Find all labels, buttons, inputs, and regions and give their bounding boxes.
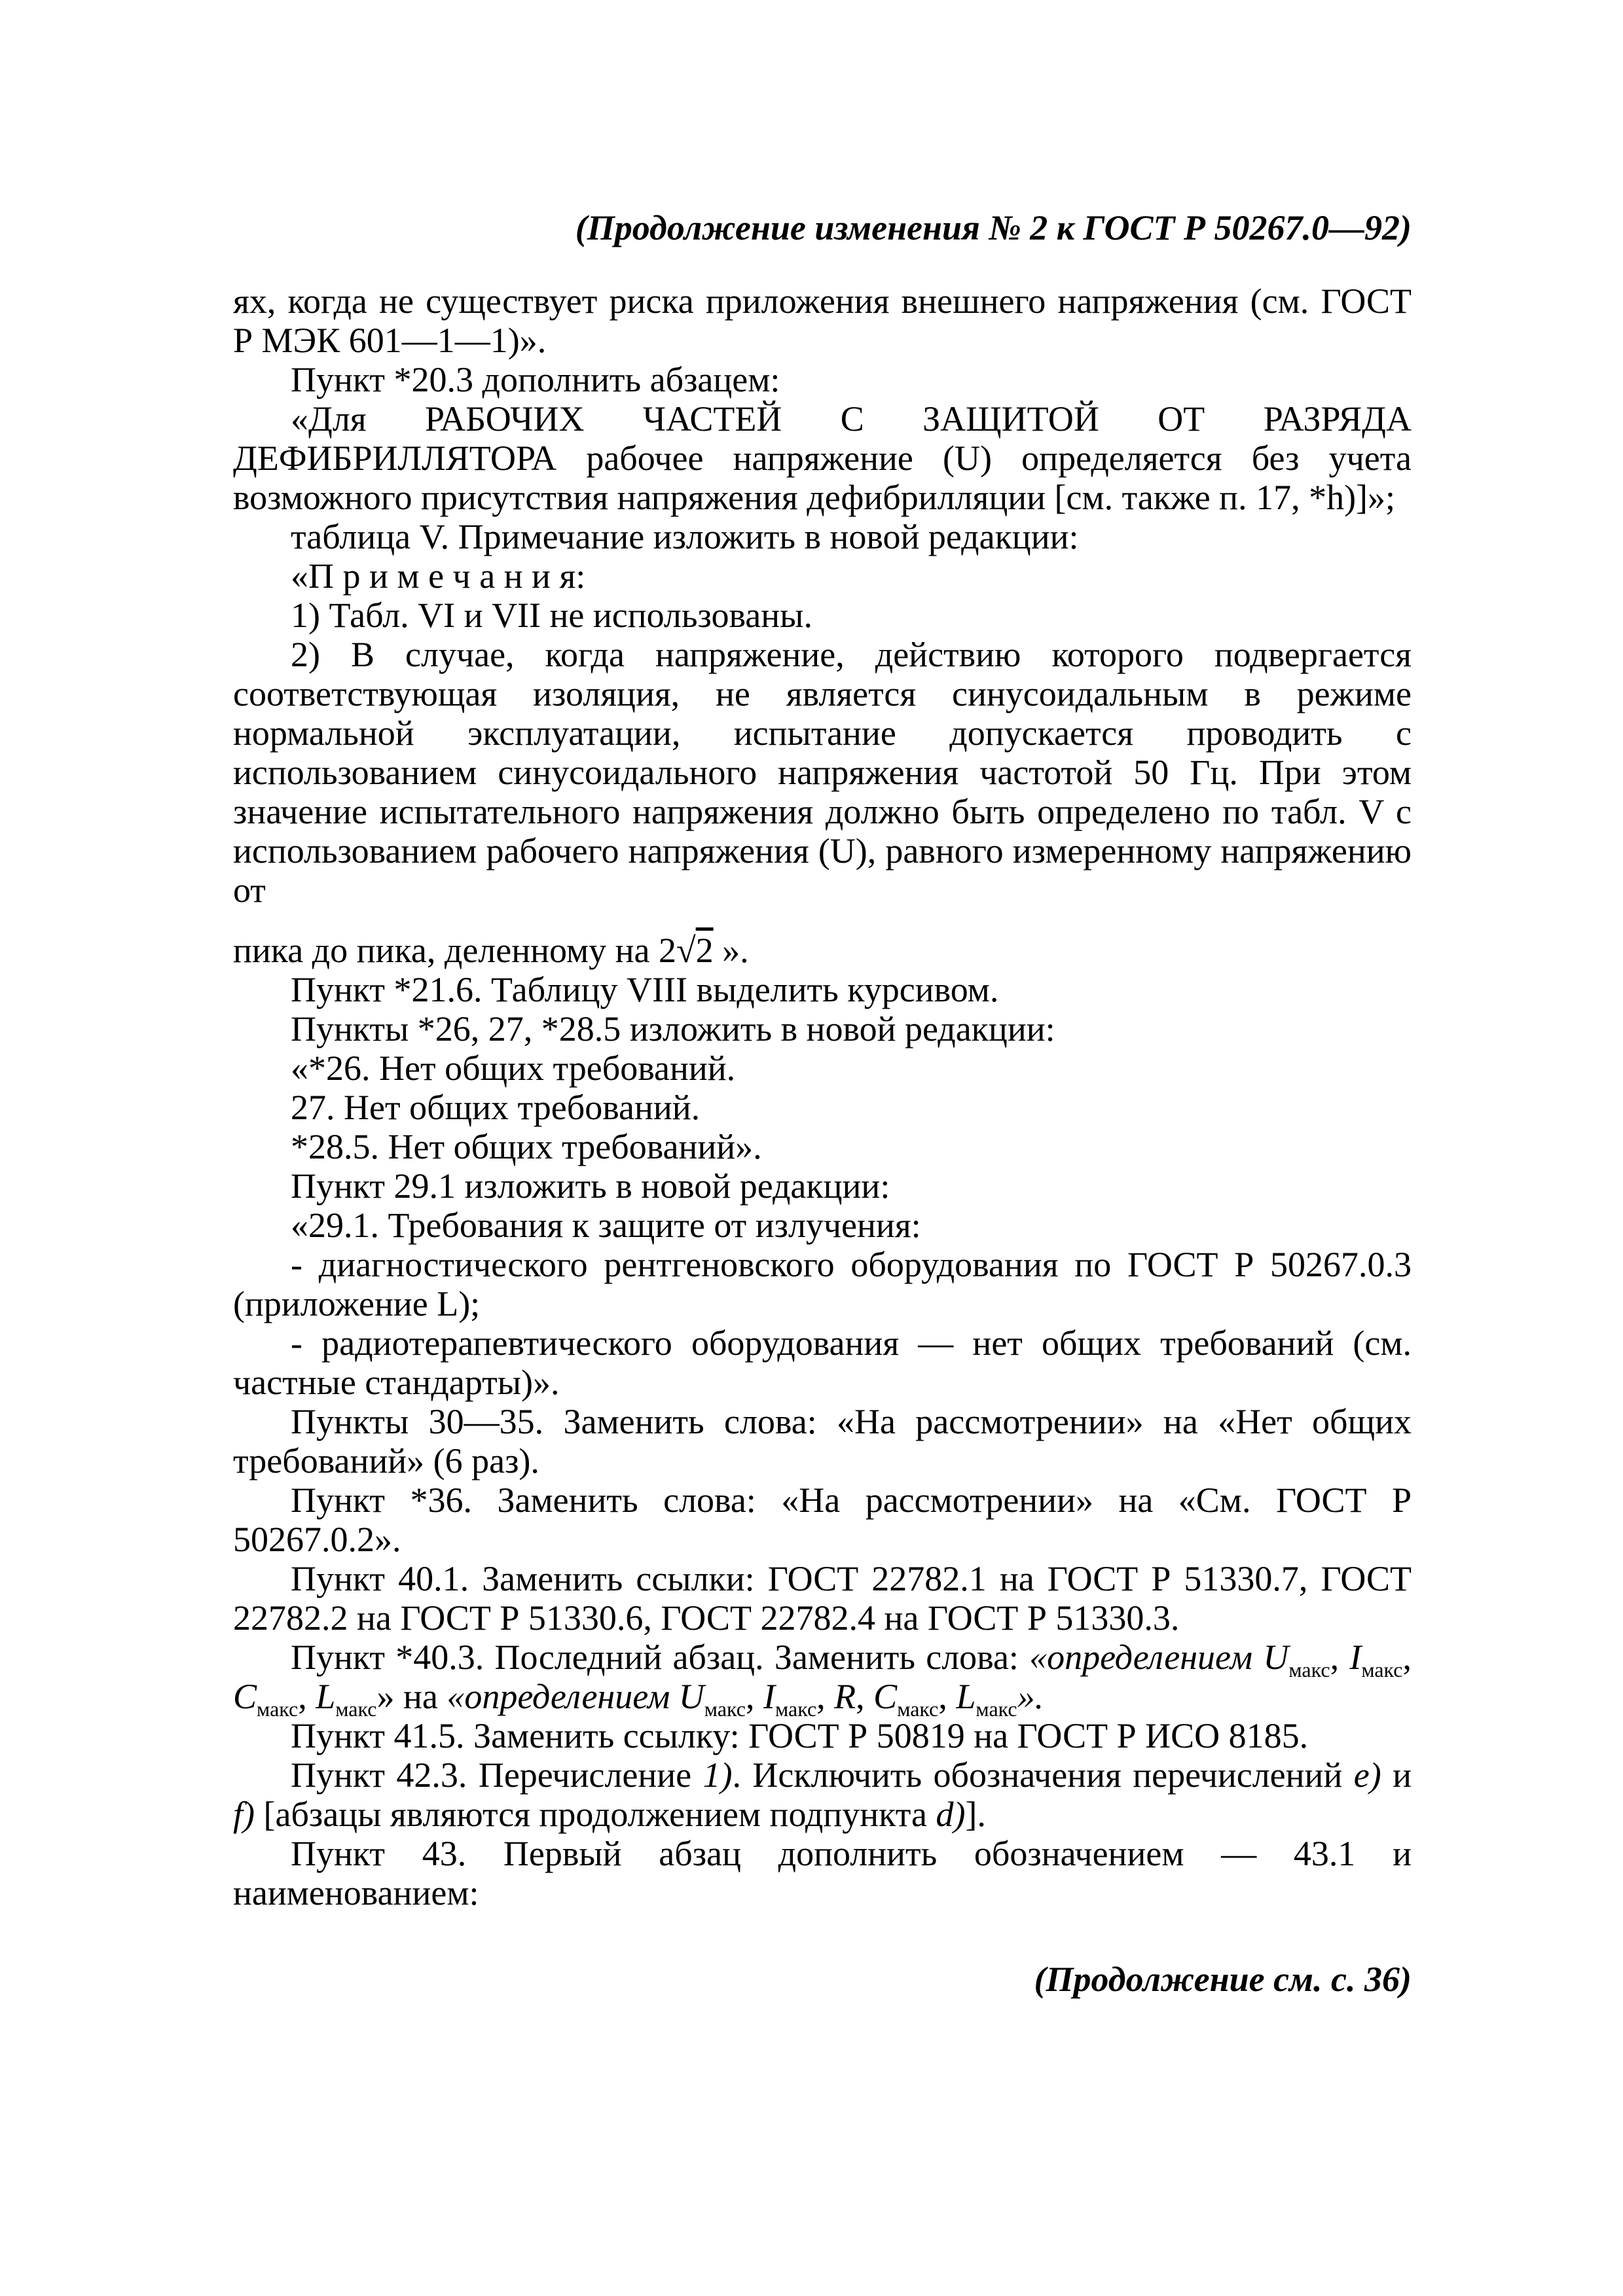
paragraph: таблица V. Примечание изложить в новой редакции:: [291, 517, 1079, 556]
paragraph: Пункт 40.1. Заменить ссылки: ГОСТ 22782.1 на ГОСТ Р 51330.7, ГОСТ 22782.2 на ГОСТ Р 51330.6, ГОСТ 22782.4 на ГОСТ Р 51330.3.: [233, 1559, 1412, 1638]
text-run: ,: [856, 1677, 874, 1716]
paragraph-enumeration: [233, 1755, 1412, 1834]
subscript: макс: [1361, 1657, 1403, 1681]
text-run: ,: [745, 1677, 763, 1716]
formula-end: ».: [722, 931, 749, 970]
sqrt-formula: 2√2: [659, 931, 714, 970]
paragraph: «29.1. Требования к защите от излучения:: [291, 1206, 921, 1245]
symbol-l: L: [956, 1677, 976, 1716]
text-run: 1): [702, 1755, 733, 1795]
symbol-i: I: [763, 1677, 775, 1716]
formula-radicand: 2: [695, 931, 714, 970]
text-run: Пункт *40.3. Последний абзац. Заменить слова:: [291, 1638, 1030, 1677]
list-item: - диагностического рентгеновского оборудования по ГОСТ Р 50267.0.3 (приложение L);: [233, 1245, 1412, 1323]
formula-coefficient: 2: [659, 931, 677, 970]
note-item: 2) В случае, когда напряжение, действию которого подвергается соответствующая изоляция, не является синусоидальным в режиме нормальной эксплуатации, испытание допускается проводить с использованием синусоидального напряжения частотой 50 Гц. При этом значение испытательного напряжения должно быть определено по табл. V с использованием рабочего напряжения (U), равного измеренному напряжению от: [233, 635, 1412, 910]
page-header: (Продолжение изменения № 2 к ГОСТ Р 50267.0—92): [575, 208, 1412, 247]
text-run: ,: [1330, 1638, 1350, 1677]
text-run: f): [233, 1795, 255, 1834]
paragraph: ях, когда не существует риска приложения внешнего напряжения (см. ГОСТ Р МЭК 601—1—1)».: [233, 281, 1412, 360]
page-footer: (Продолжение см. с. 36): [1034, 1960, 1412, 1999]
symbol-c: C: [873, 1677, 898, 1716]
text-run: » на: [376, 1677, 447, 1716]
paragraph: Пункт 29.1 изложить в новой редакции:: [291, 1166, 890, 1206]
subscript: макс: [1288, 1657, 1330, 1681]
text-run: ,: [1402, 1638, 1412, 1677]
text-run: и: [1381, 1755, 1412, 1795]
text-run: . Исключить обозначения перечислений: [732, 1755, 1354, 1795]
text-run: ,: [816, 1677, 835, 1716]
subscript: макс: [335, 1696, 377, 1721]
symbol-u: U: [1263, 1638, 1289, 1677]
note-item: 1) Табл. VI и VII не использованы.: [291, 596, 812, 635]
document-page: [233, 208, 1412, 1999]
paragraph-formula: [233, 931, 1412, 970]
paragraph: «Для РАБОЧИХ ЧАСТЕЙ С ЗАЩИТОЙ ОТ РАЗРЯДА ДЕФИБРИЛЛЯТОРА рабочее напряжение (U) определяется без учета возможного присутствия напряжения дефибрилляции [см. также п. 17, *h)]»;: [233, 399, 1412, 517]
paragraph: Пункты *26, 27, *28.5 изложить в новой редакции:: [291, 1009, 1055, 1049]
paragraph: *28.5. Нет общих требований».: [291, 1127, 762, 1166]
text-run: e): [1353, 1755, 1381, 1795]
text-run: ].: [965, 1795, 986, 1834]
text-run: ,: [938, 1677, 957, 1716]
text-run: d): [936, 1795, 966, 1834]
paragraph: 27. Нет общих требований.: [291, 1088, 701, 1127]
subscript: макс: [257, 1696, 299, 1721]
text-run: «: [447, 1677, 465, 1716]
paragraph: Пункты 30—35. Заменить слова: «На рассмотрении» на «Нет общих требований» (6 раз).: [233, 1402, 1412, 1480]
paragraph: Пункт *21.6. Таблицу VIII выделить курсивом.: [291, 970, 999, 1009]
text-run: определением: [464, 1677, 670, 1716]
symbol-l: L: [316, 1677, 336, 1716]
text-run: [абзацы являются продолжением подпункта: [255, 1795, 936, 1834]
list-item: - радиотерапевтического оборудования — нет общих требований (см. частные стандарты)».: [233, 1323, 1412, 1402]
formula-text: пика до пика, деленному на: [233, 931, 650, 970]
symbol-u: U: [678, 1677, 704, 1716]
paragraph: Пункт *36. Заменить слова: «На рассмотрении» на «См. ГОСТ Р 50267.0.2».: [233, 1480, 1412, 1559]
symbol-c: C: [233, 1677, 257, 1716]
text-run: ».: [1017, 1677, 1044, 1716]
text-run: определением: [1047, 1638, 1253, 1677]
paragraph-symbols: [233, 1638, 1412, 1721]
subscript: макс: [897, 1696, 939, 1721]
subscript: макс: [704, 1696, 746, 1721]
paragraph: «*26. Нет общих требований.: [291, 1049, 736, 1088]
symbol-i: I: [1349, 1638, 1362, 1677]
text-run: Пункт 42.3. Перечисление: [291, 1755, 703, 1795]
notes-heading: «П р и м е ч а н и я:: [291, 556, 586, 596]
subscript: макс: [775, 1696, 817, 1721]
paragraph: Пункт *20.3 дополнить абзацем:: [291, 360, 780, 399]
subscript: макс: [976, 1696, 1017, 1721]
paragraph: Пункт 43. Первый абзац дополнить обозначением — 43.1 и наименованием:: [233, 1834, 1412, 1912]
text-run: ,: [298, 1677, 316, 1716]
text-run: «: [1029, 1638, 1048, 1677]
paragraph: Пункт 41.5. Заменить ссылку: ГОСТ Р 50819 на ГОСТ Р ИСО 8185.: [291, 1716, 1309, 1755]
symbol-r: R: [834, 1677, 856, 1716]
